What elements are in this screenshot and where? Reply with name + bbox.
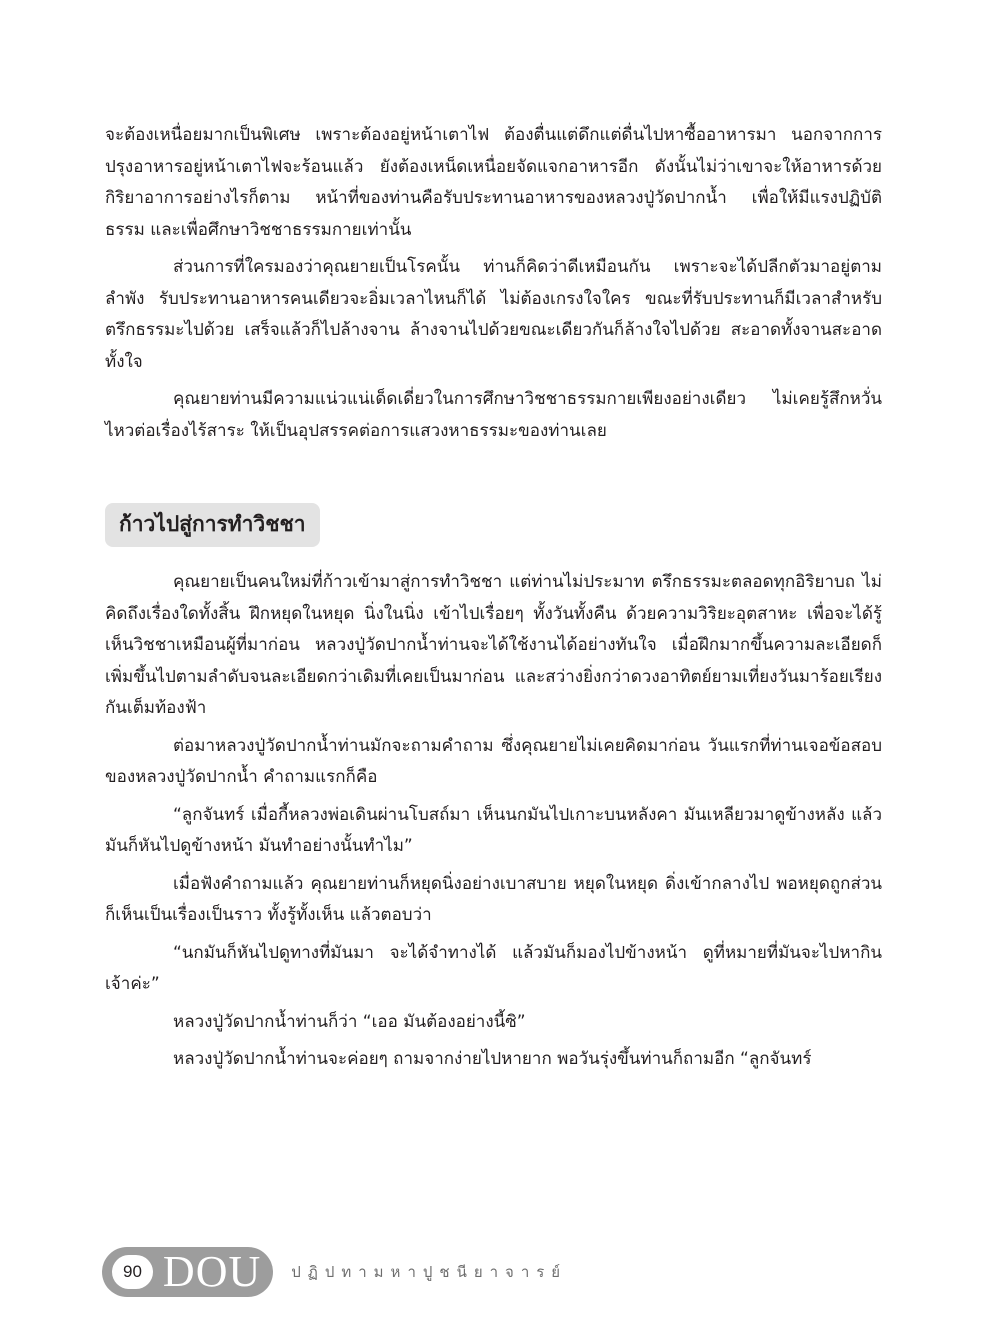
section-paragraph-3: “ลูกจันทร์ เมื่อกี้หลวงพ่อเดินผ่านโบสถ์มา เห็นนกมันไปเกาะบนหลังคา มันเหลียวมาดูข้างหลัง แล้วมันก็หันไปดูข้างหน้า มันทำอย่างนั้นทำไม” [105,804,882,856]
paragraph-intro-3: คุณยายท่านมีความแน่วแน่เด็ดเดี่ยวในการศึกษาวิชชาธรรมกายเพียงอย่างเดียว ไม่เคยรู้สึกหวั่นไหวต่อเรื่องไร้สาระ ให้เป็นอุปสรรคต่อการแสวงหาธรรมะของท่านเลย [105,389,882,441]
section-paragraph-4: เมื่อฟังคำถามแล้ว คุณยายท่านก็หยุดนิ่งอย่างเบาสบาย หยุดในหยุด ดิ่งเข้ากลางไป พอหยุดถูกส่วนก็เห็นเป็นเรื่องเป็นราว ทั้งรู้ทั้งเห็น แล้วตอบว่า [105,873,882,925]
page-number: 90 [112,1255,153,1289]
page-body [105,120,882,1082]
section-paragraph-2: ต่อมาหลวงปู่วัดปากน้ำท่านมักจะถามคำถาม ซึ่งคุณยายไม่เคยคิดมาก่อน วันแรกที่ท่านเจอข้อสอบของหลวงปู่วัดปากน้ำ คำถามแรกก็คือ [105,735,882,787]
dou-logo: DOU [162,1247,262,1296]
section-paragraph-6: หลวงปู่วัดปากน้ำท่านก็ว่า “เออ มันต้องอย่างนี้ซิ” [173,1011,526,1032]
paragraph-intro-2: ส่วนการที่ใครมองว่าคุณยายเป็นโรคนั้น ท่านก็คิดว่าดีเหมือนกัน เพราะจะได้ปลีกตัวมาอยู่ตามลำพัง รับประทานอาหารคนเดียวจะอิ่มเวลาไหนก็ได้ ไม่ต้องเกรงใจใคร ขณะที่รับประทานก็มีเวลาสำหรับตรึกธรรมะไปด้วย เสร็จแล้วก็ไปล้างจาน ล้างจานไปด้วยขณะเดียวกันก็ล้างใจไปด้วย สะอาดทั้งจานสะอาดทั้งใจ [105,257,882,372]
paragraph-intro-1: จะต้องเหนื่อยมากเป็นพิเศษ เพราะต้องอยู่หน้าเตาไฟ ต้องตื่นแต่ดึกแต่ดื่นไปหาซื้ออาหารมา นอกจากการปรุงอาหารอยู่หน้าเตาไฟจะร้อนแล้ว ยังต้องเหน็ดเหนื่อยจัดแจกอาหารอีก ดังนั้นไม่ว่าเขาจะให้อาหารด้วยกิริยาอาการอย่างไรก็ตาม หน้าที่ของท่านคือรับประทานอาหารของหลวงปู่วัดปากน้ำ เพื่อให้มีแรงปฏิบัติธรรม และเพื่อศึกษาวิชชาธรรมกายเท่านั้น [105,125,882,240]
section-paragraph-5: “นกมันก็หันไปดูทางที่มันมา จะได้จำทางได้ แล้วมันก็มองไปข้างหน้า ดูที่หมายที่มันจะไปหากินเจ้าค่ะ” [105,942,882,994]
page-footer [102,1247,567,1297]
section-paragraph-7: หลวงปู่วัดปากน้ำท่านจะค่อยๆ ถามจากง่ายไปหายาก พอวันรุ่งขึ้นท่านก็ถามอีก “ลูกจันทร์ [173,1049,812,1069]
section-paragraph-1: คุณยายเป็นคนใหม่ที่ก้าวเข้ามาสู่การทำวิชชา แต่ท่านไม่ประมาท ตรึกธรรมะตลอดทุกอิริยาบถ ไม่คิดถึงเรื่องใดทั้งสิ้น ฝึกหยุดในหยุด นิ่งในนิ่ง เข้าไปเรื่อยๆ ทั้งวันทั้งคืน ด้วยความวิริยะอุตสาหะ เพื่อจะได้รู้เห็นวิชชาเหมือนผู้ที่มาก่อน หลวงปู่วัดปากน้ำท่านจะได้ใช้งานได้อย่างทันใจ เมื่อฝึกมากขึ้นความละเอียดก็เพิ่มขึ้นไปตามลำดับจนละเอียดกว่าเดิมที่เคยเป็นมาก่อน และสว่างยิ่งกว่าดวงอาทิตย์ยามเที่ยงวันมาร้อยเรียงกันเต็มท้องฟ้า [105,572,882,718]
section-heading: ก้าวไปสู่การทำวิชชา [105,503,320,547]
footer-badge [102,1247,273,1297]
book-title: ปฏิปทามหาปูชนียาจารย์ [291,1263,568,1281]
